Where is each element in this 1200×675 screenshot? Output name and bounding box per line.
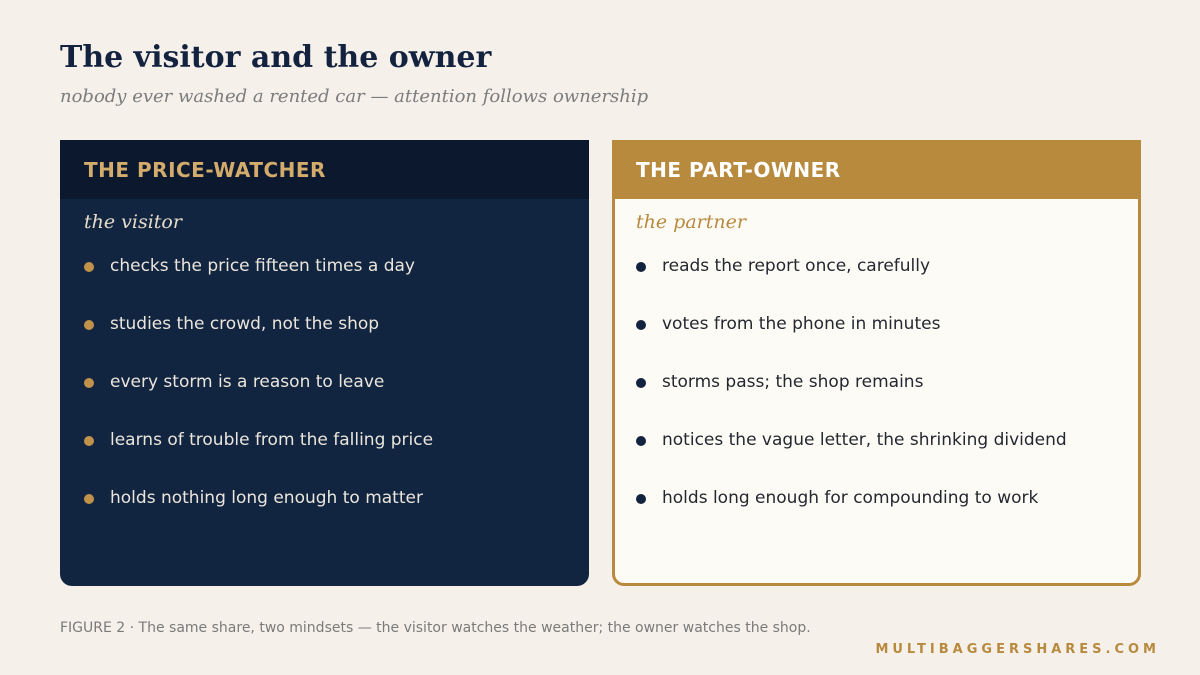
list-item — [615, 301, 1138, 359]
item-list — [615, 243, 1138, 533]
bullet-icon — [636, 378, 646, 388]
list-item — [615, 359, 1138, 417]
item-text: learns of trouble from the falling price — [110, 430, 434, 450]
item-text: holds nothing long enough to matter — [110, 488, 423, 508]
brand-link[interactable]: MULTIBAGGERSHARES.COM — [875, 642, 1160, 657]
item-text: holds long enough for compounding to work — [662, 488, 1039, 508]
figure-caption: FIGURE 2 · The same share, two mindsets — the visitor watches the weather; the owner watches the shop. — [60, 620, 811, 636]
list-item — [615, 417, 1138, 475]
bullet-icon — [84, 494, 94, 504]
item-list — [60, 243, 589, 533]
bullet-icon — [636, 262, 646, 272]
item-text: storms pass; the shop remains — [662, 372, 924, 392]
card-header: THE PRICE-WATCHER — [60, 140, 589, 199]
bullet-icon — [636, 494, 646, 504]
bullet-icon — [636, 320, 646, 330]
page-title: The visitor and the owner — [60, 40, 492, 75]
item-text: studies the crowd, not the shop — [110, 314, 380, 334]
list-item — [60, 301, 589, 359]
bullet-icon — [84, 378, 94, 388]
bullet-icon — [636, 436, 646, 446]
list-item — [60, 475, 589, 533]
item-text: votes from the phone in minutes — [662, 314, 941, 334]
bullet-icon — [84, 436, 94, 446]
item-text: checks the price fifteen times a day — [110, 256, 415, 276]
list-item — [60, 359, 589, 417]
list-item — [615, 243, 1138, 301]
price-watcher-card — [60, 140, 589, 586]
item-text: every storm is a reason to leave — [110, 372, 385, 392]
part-owner-card — [612, 140, 1141, 586]
card-subtitle: the partner — [636, 211, 746, 233]
list-item — [615, 475, 1138, 533]
bullet-icon — [84, 262, 94, 272]
list-item — [60, 417, 589, 475]
item-text: notices the vague letter, the shrinking dividend — [662, 430, 1067, 450]
item-text: reads the report once, carefully — [662, 256, 931, 276]
card-subtitle: the visitor — [84, 211, 182, 233]
list-item — [60, 243, 589, 301]
page-subtitle: nobody ever washed a rented car — attention follows ownership — [60, 86, 649, 107]
bullet-icon — [84, 320, 94, 330]
card-header: THE PART-OWNER — [612, 140, 1141, 199]
